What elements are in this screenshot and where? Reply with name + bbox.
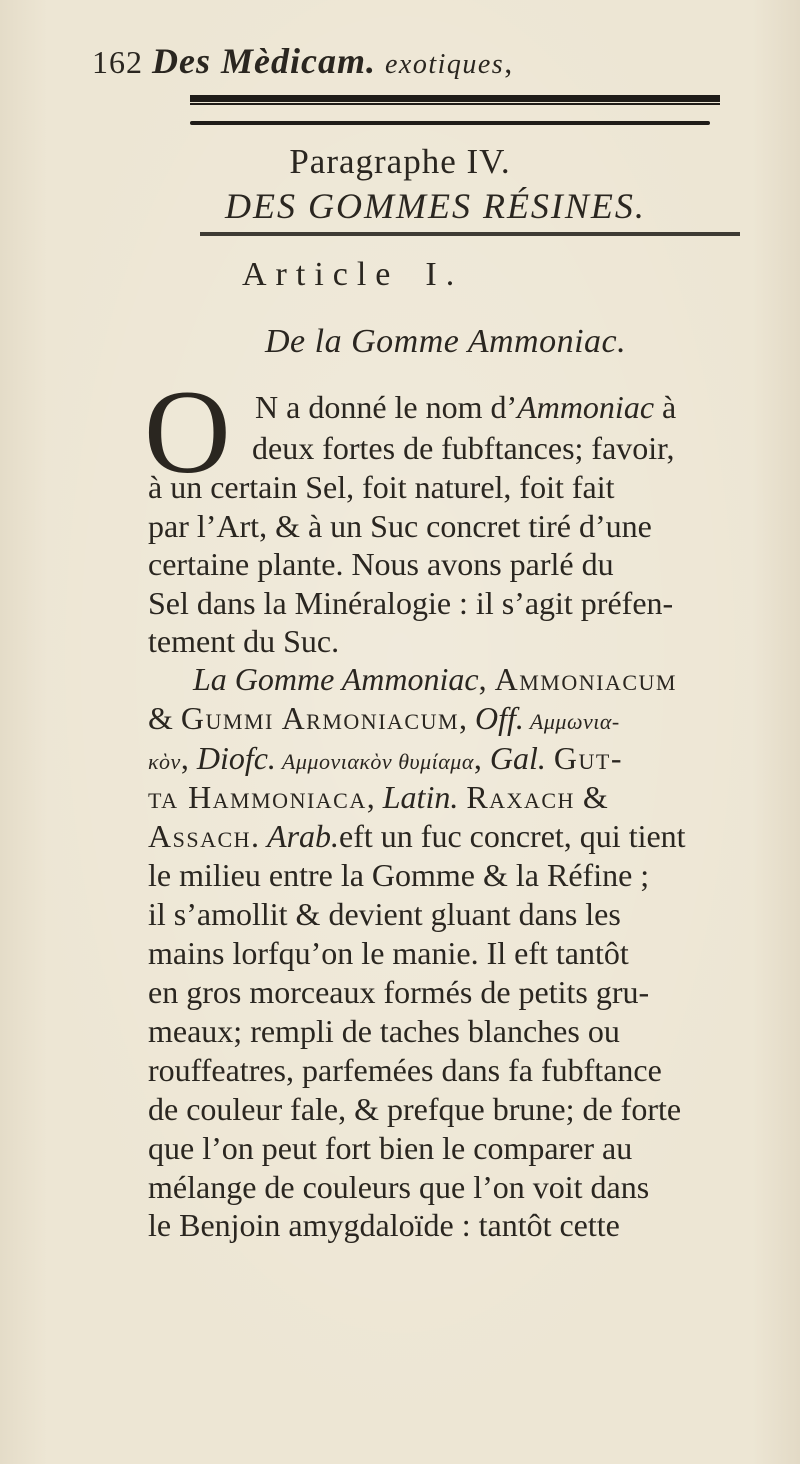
text-segment: tement du Suc. xyxy=(148,623,340,659)
text-segment: Arab. xyxy=(267,818,340,854)
text-segment: rouffeatres, parfemées dans fa fubftance xyxy=(148,1052,662,1088)
text-segment: que l’on peut fort bien le comparer au xyxy=(148,1130,633,1166)
section-rule xyxy=(200,232,740,236)
text-line xyxy=(252,432,675,464)
text-segment: par l’Art, & à un Suc concret tiré d’une xyxy=(148,508,652,544)
header-rule-lower xyxy=(190,121,710,125)
text-segment: le Benjoin amygdaloïde : tantôt cette xyxy=(148,1207,620,1243)
text-segment: meaux; rempli de taches blanches ou xyxy=(148,1013,620,1049)
text-line xyxy=(148,1171,649,1203)
running-title-punctuation: , xyxy=(504,44,514,80)
text-segment: mains lorfqu’on le manie. Il eft tantôt xyxy=(148,935,629,971)
text-segment: ta Hammoniaca xyxy=(148,779,367,815)
text-segment: eft un fuc concret, qui tient xyxy=(339,818,686,854)
text-line xyxy=(148,859,649,891)
text-segment: à un certain Sel, foit naturel, foit fait xyxy=(148,469,615,505)
text-line xyxy=(148,1054,662,1086)
text-segment: Ammoniac xyxy=(517,389,655,425)
text-segment: . xyxy=(251,818,268,854)
text-line xyxy=(148,510,652,542)
text-segment: Gut- xyxy=(553,740,623,776)
text-segment: & xyxy=(574,779,608,815)
text-segment: Raxach xyxy=(466,779,575,815)
text-segment: La Gomme Ammoniac xyxy=(193,661,479,697)
text-line xyxy=(255,391,676,423)
text-segment: Diofc. xyxy=(196,740,276,776)
text-segment: le milieu entre la Gomme & la Réfine ; xyxy=(148,857,650,893)
text-line xyxy=(148,781,608,813)
text-segment xyxy=(546,740,554,776)
text-line xyxy=(148,625,339,657)
running-head xyxy=(92,40,513,82)
text-segment: certaine plante. Nous avons parlé du xyxy=(148,546,614,582)
text-segment: N a donné le nom d’ xyxy=(255,389,518,425)
running-title: Des Mèdicam. xyxy=(152,41,376,81)
article-number: I. xyxy=(425,256,464,293)
header-rule-thin xyxy=(190,103,720,105)
text-segment: Sel dans la Minéralogie : il s’agit préfen- xyxy=(148,585,674,621)
text-segment: Gummi Armoniacum xyxy=(180,700,460,736)
text-segment: Off. xyxy=(475,700,524,736)
text-line xyxy=(148,820,686,852)
running-title-continued: exotiques xyxy=(384,49,505,80)
text-segment: à xyxy=(654,389,677,425)
text-segment: , xyxy=(459,700,476,736)
text-line xyxy=(148,1015,620,1047)
text-segment: , xyxy=(473,740,490,776)
text-segment: deux fortes de fubftances; favoir, xyxy=(252,430,675,466)
text-line xyxy=(148,898,621,930)
article-subtitle: De la Gomme Ammoniac. xyxy=(265,323,627,360)
article-heading xyxy=(242,256,463,294)
text-line xyxy=(148,587,673,619)
text-segment: il s’amollit & devient gluant dans les xyxy=(148,896,621,932)
text-line xyxy=(148,976,649,1008)
text-line xyxy=(148,1093,681,1125)
text-line xyxy=(148,1132,632,1164)
text-line xyxy=(148,1209,620,1241)
text-line xyxy=(193,663,677,695)
text-segment: , xyxy=(180,740,197,776)
text-segment: Assach xyxy=(148,818,252,854)
text-segment: κὸν xyxy=(148,749,181,774)
section-title: DES GOMMES RÉSINES. xyxy=(225,186,646,226)
text-line xyxy=(148,471,615,503)
text-line xyxy=(148,937,629,969)
text-segment: Ammoniacum xyxy=(494,661,677,697)
paragraph-heading: Paragraphe IV. xyxy=(289,142,511,181)
text-segment: Latin. xyxy=(382,779,459,815)
text-line xyxy=(148,742,623,774)
text-segment: de couleur fale, & prefque brune; de forte xyxy=(148,1091,682,1127)
page-number: 162 xyxy=(92,44,143,80)
text-segment: & xyxy=(148,700,181,736)
drop-cap: O xyxy=(144,365,231,498)
text-segment: , xyxy=(366,779,383,815)
text-segment: mélange de couleurs que l’on voit dans xyxy=(148,1169,650,1205)
text-segment: Αμμωνια- xyxy=(523,709,620,734)
article-label: Article xyxy=(242,256,400,293)
text-line xyxy=(148,702,620,734)
header-rule-thick xyxy=(190,95,720,102)
text-line xyxy=(148,548,614,580)
text-segment: Αμμονιακὸν θυμίαμα xyxy=(275,749,474,774)
text-segment: Gal. xyxy=(489,740,546,776)
text-segment: en gros morceaux formés de petits gru- xyxy=(148,974,650,1010)
text-segment: , xyxy=(478,661,495,697)
